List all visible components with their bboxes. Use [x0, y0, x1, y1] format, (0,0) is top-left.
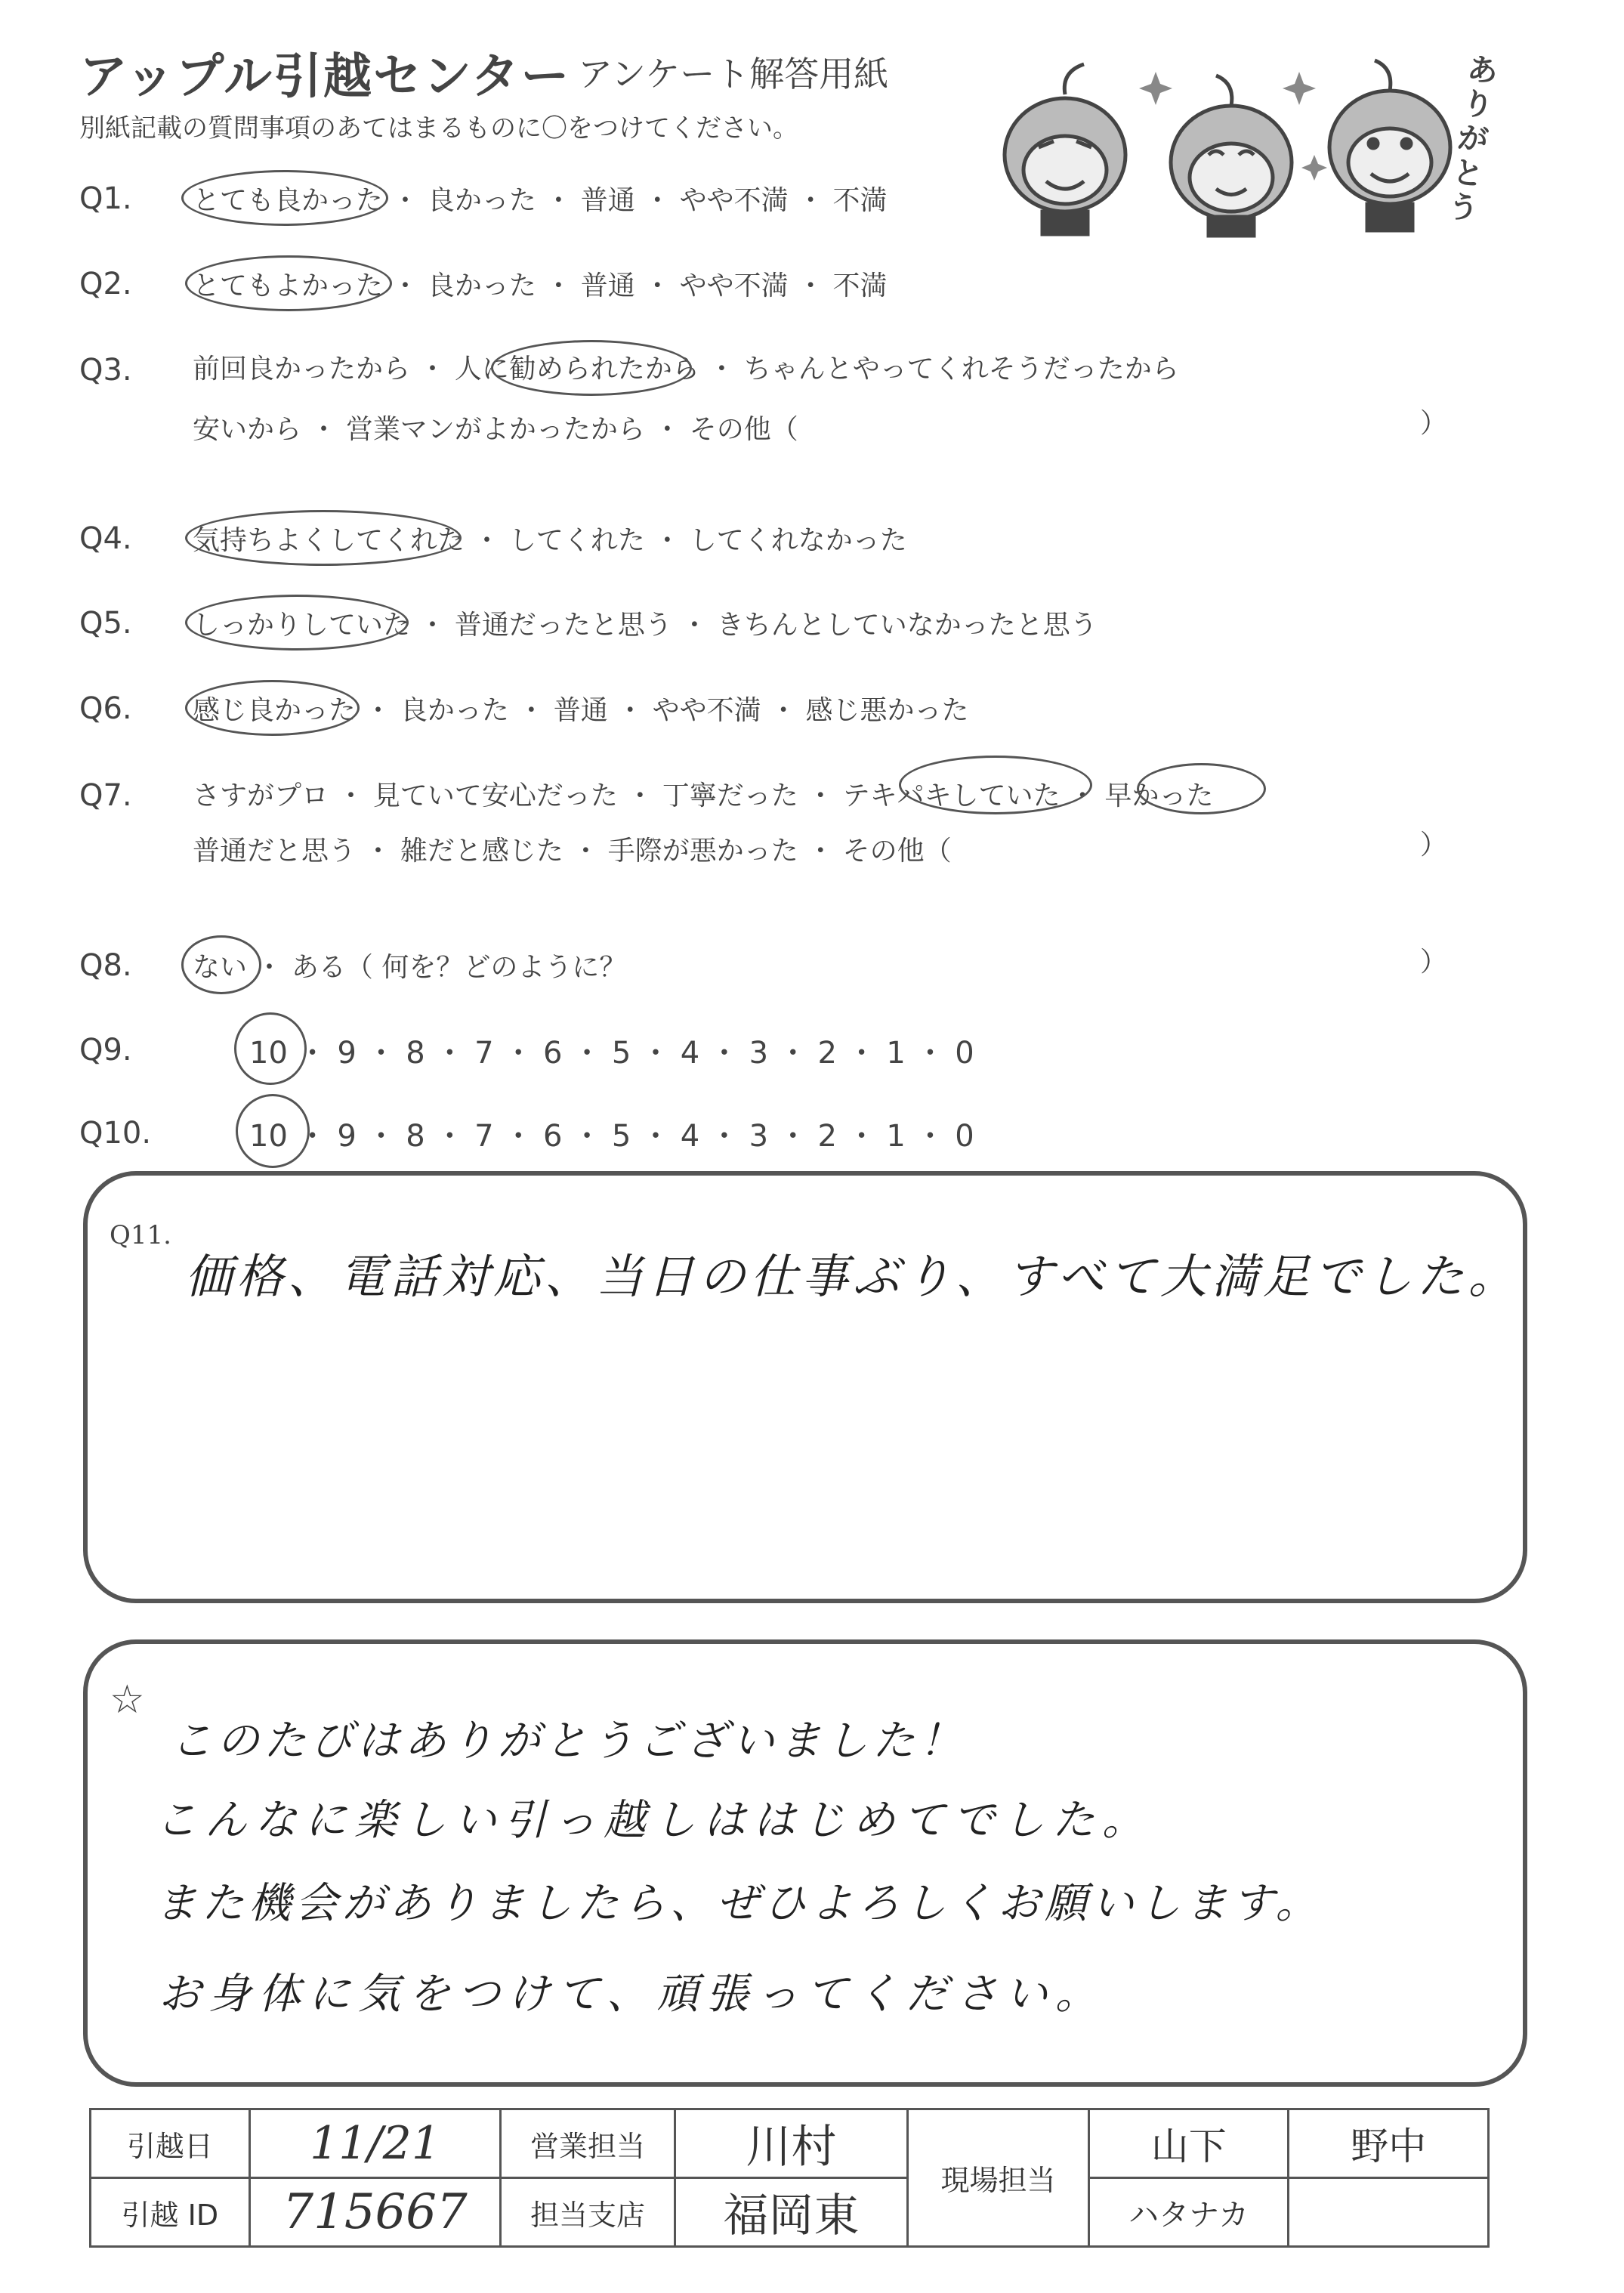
q8-options: ない ・ ある（ 何を？どのように？	[193, 952, 627, 983]
q7-selected-circle-2	[1137, 763, 1266, 814]
q2-label: Q2.	[79, 267, 132, 301]
message-line-3: また機会がありましたら、ぜひよろしくお願いします。	[155, 1879, 1323, 1928]
q6-label: Q6.	[79, 691, 132, 726]
q9-selected-circle	[234, 1012, 307, 1085]
move-date-label: 引越日	[91, 2109, 250, 2178]
q3-options-line2: 安いから ・ 営業マンがよかったから ・ その他（	[193, 414, 798, 445]
form-instruction: 別紙記載の質問事項のあてはまるものに〇をつけてください。	[79, 113, 798, 144]
mascot-illustration	[982, 42, 1511, 238]
q5-label: Q5.	[79, 606, 132, 641]
q8-close-paren: ）	[1420, 947, 1448, 978]
move-id-value: 715667	[249, 2178, 501, 2247]
q8-selected-circle	[181, 935, 261, 994]
q9-label: Q9.	[79, 1033, 132, 1068]
q10-selected-circle	[236, 1094, 310, 1168]
form-title: アップル引越センター	[79, 49, 571, 105]
message-line-4: お身体に気をつけて、頑張ってください。	[159, 1970, 1105, 2019]
monkey-mascot-right	[1329, 60, 1450, 230]
q7-selected-circle-1	[899, 756, 1092, 814]
q9-options: 10 ・ 9 ・ 8 ・ 7 ・ 6 ・ 5 ・ 4 ・ 3 ・ 2 ・ 1 ・ 0	[249, 1036, 974, 1071]
q2-options: とてもよかった ・ 良かった ・ 普通 ・ やや不満 ・ 不満	[193, 270, 888, 301]
q5-options: しっかりしていた ・ 普通だったと思う ・ きちんとしていなかったと思う	[193, 610, 1098, 641]
monkey-mascot-center	[1171, 76, 1292, 236]
message-line-2: こんなに楽しい引っ越しははじめてでした。	[155, 1796, 1152, 1845]
star-icon: ☆	[110, 1677, 145, 1723]
sales-value: 川村	[675, 2109, 908, 2178]
field-staff-value-2: 野中	[1289, 2109, 1489, 2178]
branch-value: 福岡東	[675, 2178, 908, 2247]
q3-options-line1: 前回良かったから ・ 人に勧められたから ・ ちゃんとやってくれそうだったから	[193, 354, 1179, 385]
field-staff-value-4	[1289, 2178, 1489, 2247]
sales-label: 営業担当	[501, 2109, 675, 2178]
q10-label: Q10.	[79, 1116, 152, 1151]
thanks-vertical-text: ありがとう	[1446, 51, 1500, 228]
field-staff-value-1: 山下	[1088, 2109, 1289, 2178]
field-staff-label: 現場担当	[908, 2109, 1089, 2247]
branch-label: 担当支店	[501, 2178, 675, 2247]
move-date-value: 11/21	[249, 2109, 501, 2178]
message-line-1: このたびはありがとうございました！	[170, 1717, 966, 1766]
move-id-label: 引越 ID	[91, 2178, 250, 2247]
q5-selected-circle	[185, 595, 409, 651]
q11-label: Q11.	[110, 1220, 171, 1250]
q4-label: Q4.	[79, 521, 132, 556]
q11-answer-box	[83, 1171, 1527, 1603]
field-staff-value-3: ハタナカ	[1088, 2178, 1289, 2247]
monkey-mascot-left	[1005, 64, 1125, 234]
q6-options: 感じ良かった ・ 良かった ・ 普通 ・ やや不満 ・ 感じ悪かった	[193, 695, 969, 726]
q8-label: Q8.	[79, 948, 132, 983]
q3-label: Q3.	[79, 353, 132, 388]
info-table	[89, 2108, 1490, 2248]
q7-label: Q7.	[79, 778, 132, 813]
q7-close-paren: ）	[1420, 830, 1448, 861]
form-subtitle: アンケート解答用紙	[578, 54, 889, 94]
q4-options: 気持ちよくしてくれた ・ してくれた ・ してくれなかった	[193, 525, 907, 556]
q10-options: 10 ・ 9 ・ 8 ・ 7 ・ 6 ・ 5 ・ 4 ・ 3 ・ 2 ・ 1 ・ 0	[249, 1119, 974, 1154]
q1-options: とても良かった ・ 良かった ・ 普通 ・ やや不満 ・ 不満	[193, 185, 888, 216]
q6-selected-circle	[185, 680, 360, 736]
q7-options-line1: さすがプロ ・ 見ていて安心だった ・ 丁寧だった ・ テキパキしていた ・ 早かった	[193, 780, 1214, 811]
q11-answer-text: 価格、電話対応、当日の仕事ぶり、すべて大満足でした。	[185, 1249, 1520, 1304]
q1-selected-circle	[181, 170, 388, 226]
q4-selected-circle	[185, 510, 462, 566]
q7-options-line2: 普通だと思う ・ 雑だと感じた ・ 手際が悪かった ・ その他（	[193, 836, 952, 867]
q3-selected-circle	[491, 340, 692, 396]
q1-label: Q1.	[79, 181, 132, 216]
q3-close-paren: ）	[1420, 408, 1448, 439]
q2-selected-circle	[185, 255, 392, 311]
